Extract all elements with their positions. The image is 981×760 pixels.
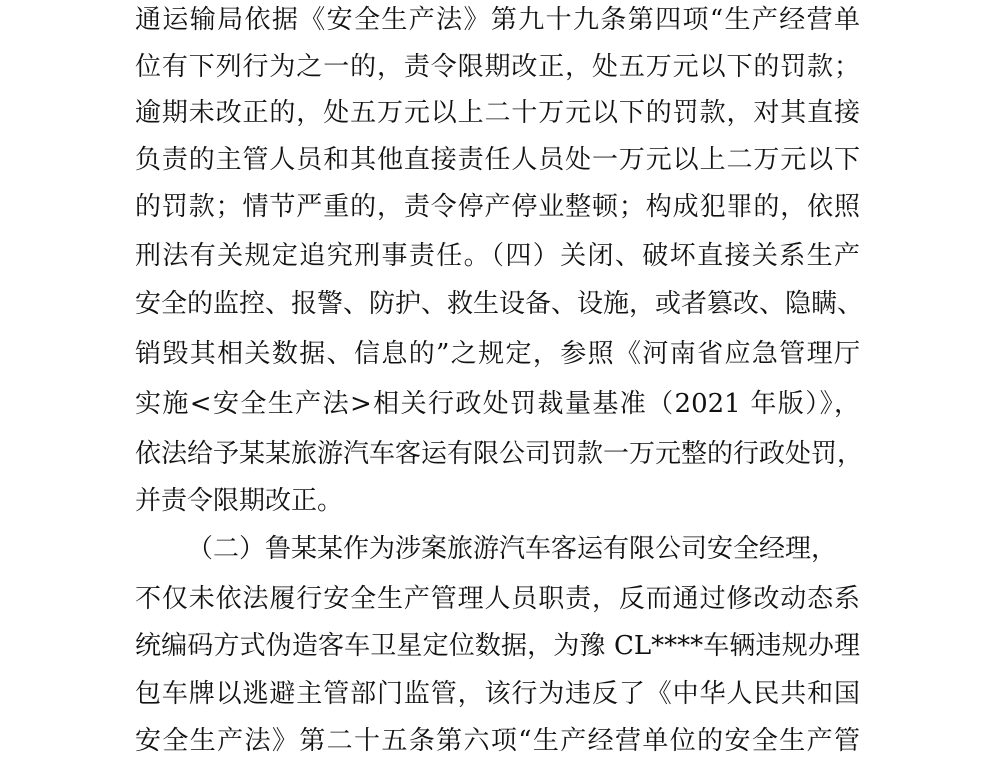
text-line: 安全的监控、报警、防护、救生设备、设施，或者篡改、隐瞒、: [135, 289, 864, 319]
paragraph-start-line: （二）鲁某某作为涉案旅游汽车客运有限公司安全经理，: [187, 534, 838, 564]
text-line: 通运输局依据《安全生产法》第九十九条第四项“生产经营单: [135, 5, 860, 35]
text-line: 的罚款；情节严重的，责令停产停业整顿；构成犯罪的，依照: [135, 192, 860, 222]
text-line: 安全生产法》第二十五条第六项“生产经营单位的安全生产管: [135, 726, 860, 756]
text-line: 包车牌以逃避主管部门监管，该行为违反了《中华人民共和国: [135, 679, 860, 709]
text-line: 销毁其相关数据、信息的”之规定，参照《河南省应急管理厅: [135, 339, 860, 369]
text-line: 并责令限期改正。: [135, 486, 344, 516]
text-line: 依法给予某某旅游汽车客运有限公司罚款一万元整的行政处罚，: [135, 439, 864, 469]
text-line: 统编码方式伪造客车卫星定位数据，为豫 CL****车辆违规办理: [135, 631, 860, 661]
text-line: 刑法有关规定追究刑事责任。（四）关闭、破坏直接关系生产: [135, 241, 860, 271]
text-line: 实施<安全生产法>相关行政处罚裁量基准（2021 年版）》，: [135, 389, 860, 419]
text-line: 负责的主管人员和其他直接责任人员处一万元以上二万元以下: [135, 145, 860, 175]
text-line: 位有下列行为之一的，责令限期改正，处五万元以下的罚款；: [135, 52, 860, 82]
text-line: 逾期未改正的，处五万元以上二十万元以下的罚款，对其直接: [135, 98, 860, 128]
text-line: 不仅未依法履行安全生产管理人员职责，反而通过修改动态系: [135, 584, 860, 614]
